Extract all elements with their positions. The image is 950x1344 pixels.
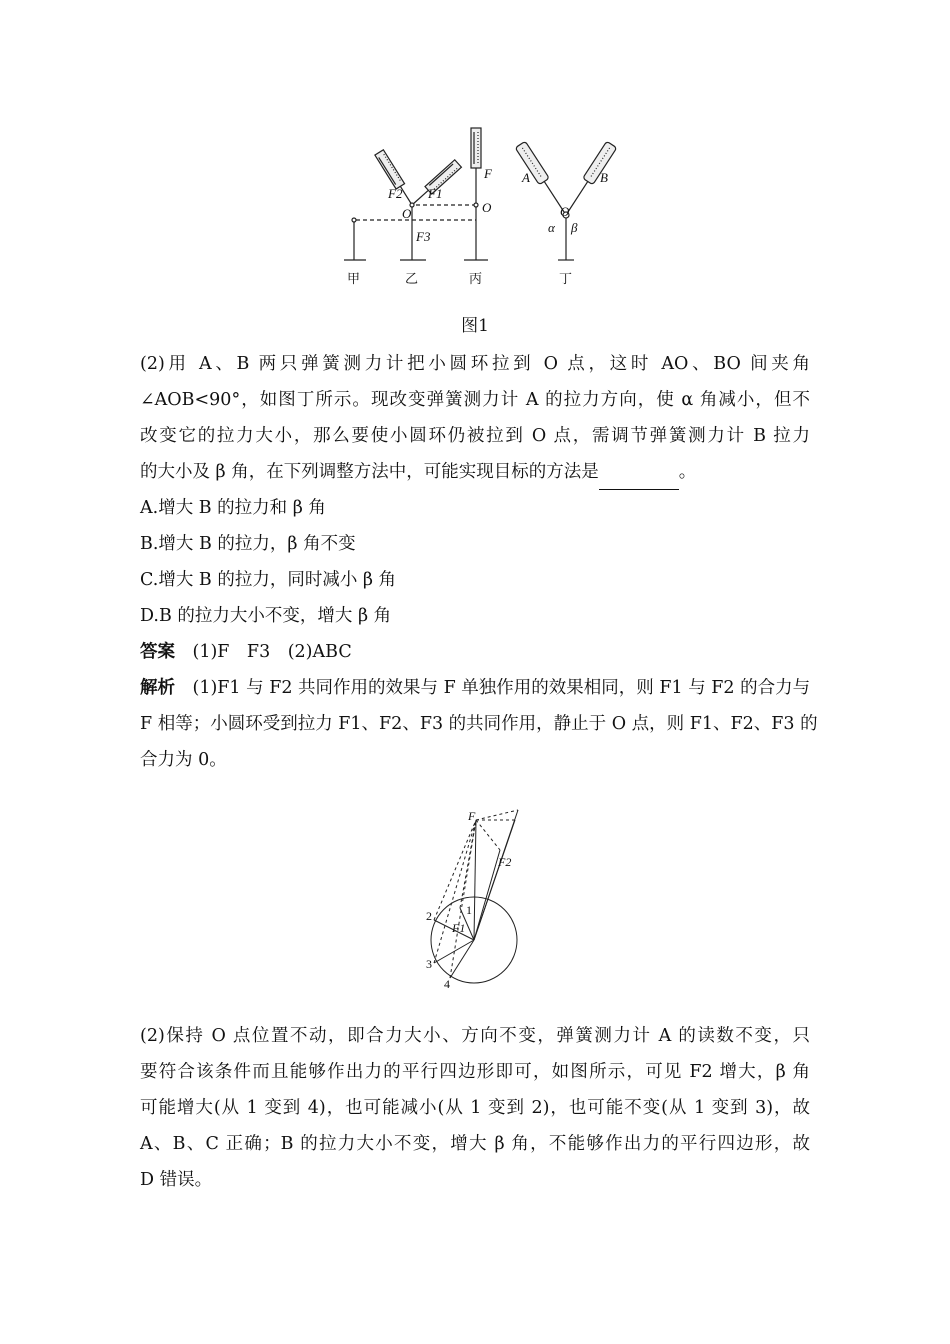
label-alpha: α (548, 220, 555, 235)
fig2-label-1: 1 (466, 903, 472, 917)
label-ding: 丁 (559, 271, 573, 286)
analysis-line-3: 合力为 0。 (140, 750, 227, 770)
option-b: B.增大 B 的拉力，β 角不变 (140, 534, 356, 554)
explanation-2-line-5: D 错误。 (140, 1170, 213, 1190)
answer-text: (1)F F3 (2)ABC (192, 642, 352, 662)
label-beta: β (571, 220, 578, 235)
explanation-2-block (140, 1018, 810, 1198)
answer-line (140, 634, 810, 670)
explanation-2-line-1: (2)保持 O 点位置不动，即合力大小、方向不变，弹簧测力计 A 的读数不变，只 (140, 1026, 810, 1046)
label-F1: F1 (428, 186, 443, 201)
label-bing: 丙 (469, 271, 483, 286)
label-A: A (522, 170, 530, 185)
fig2-label-F2: F2 (498, 855, 512, 869)
question-line-3: 改变它的拉力大小，那么要使小圆环仍被拉到 O 点，需调节弹簧测力计 B 拉力 (140, 426, 810, 446)
label-O-bing: O (482, 200, 492, 215)
explanation-2-line-3: 可能增大(从 1 变到 4)，也可能减小(从 1 变到 2)，也可能不变(从 1 变到 3)，故 (140, 1098, 810, 1118)
explanation-2-line-4: A、B、C 正确；B 的拉力大小不变，增大 β 角，不能够作出力的平行四边形，故 (140, 1134, 810, 1154)
answer-blank (599, 469, 679, 490)
analysis-label: 解析 (140, 678, 175, 698)
question-line-4-suffix: 。 (678, 462, 697, 482)
label-F2: F2 (388, 186, 403, 201)
label-O-yi: O (402, 206, 412, 221)
fig2-label-2: 2 (426, 909, 432, 923)
option-d: D.B 的拉力大小不变，增大 β 角 (140, 606, 392, 626)
analysis-line-1 (140, 670, 810, 706)
label-F3: F3 (416, 229, 431, 244)
figure-2-diagram (420, 800, 530, 995)
question-line-4 (140, 454, 810, 490)
fig2-label-3: 3 (426, 957, 432, 971)
answer-label: 答案 (140, 642, 175, 662)
question-line-4-prefix: 的大小及 β 角，在下列调整方法中，可能实现目标的方法是 (140, 462, 599, 482)
analysis-text-1: (1)F1 与 F2 共同作用的效果与 F 单独作用的效果相同，则 F1 与 F2 的合力与 (192, 678, 811, 698)
label-F: F (484, 166, 492, 181)
label-O-ding: O (560, 204, 570, 219)
label-jia: 甲 (347, 271, 361, 286)
question-line-1: (2)用 A、B 两只弹簧测力计把小圆环拉到 O 点，这时 AO、BO 间夹角 (140, 354, 810, 374)
question-block (140, 346, 818, 778)
label-B: B (600, 170, 608, 185)
option-a: A.增大 B 的拉力和 β 角 (140, 498, 326, 518)
question-line-2: ∠AOB<90°，如图丁所示。现改变弹簧测力计 A 的拉力方向，使 α 角减小，但不 (140, 390, 810, 410)
fig2-label-4: 4 (444, 977, 450, 991)
figure-1-diagram (336, 120, 626, 295)
label-yi: 乙 (405, 271, 419, 286)
fig2-label-F1: F1 (452, 921, 466, 935)
analysis-line-2: F 相等；小圆环受到拉力 F1、F2、F3 的共同作用，静止于 O 点，则 F1、F2、F3 的 (140, 714, 818, 734)
fig2-label-F: F (468, 809, 476, 823)
explanation-2-line-2: 要符合该条件而且能够作出力的平行四边形即可，如图所示，可见 F2 增大，β 角 (140, 1062, 810, 1082)
figure-1-caption: 图1 (461, 316, 489, 336)
option-c: C.增大 B 的拉力，同时减小 β 角 (140, 570, 397, 590)
